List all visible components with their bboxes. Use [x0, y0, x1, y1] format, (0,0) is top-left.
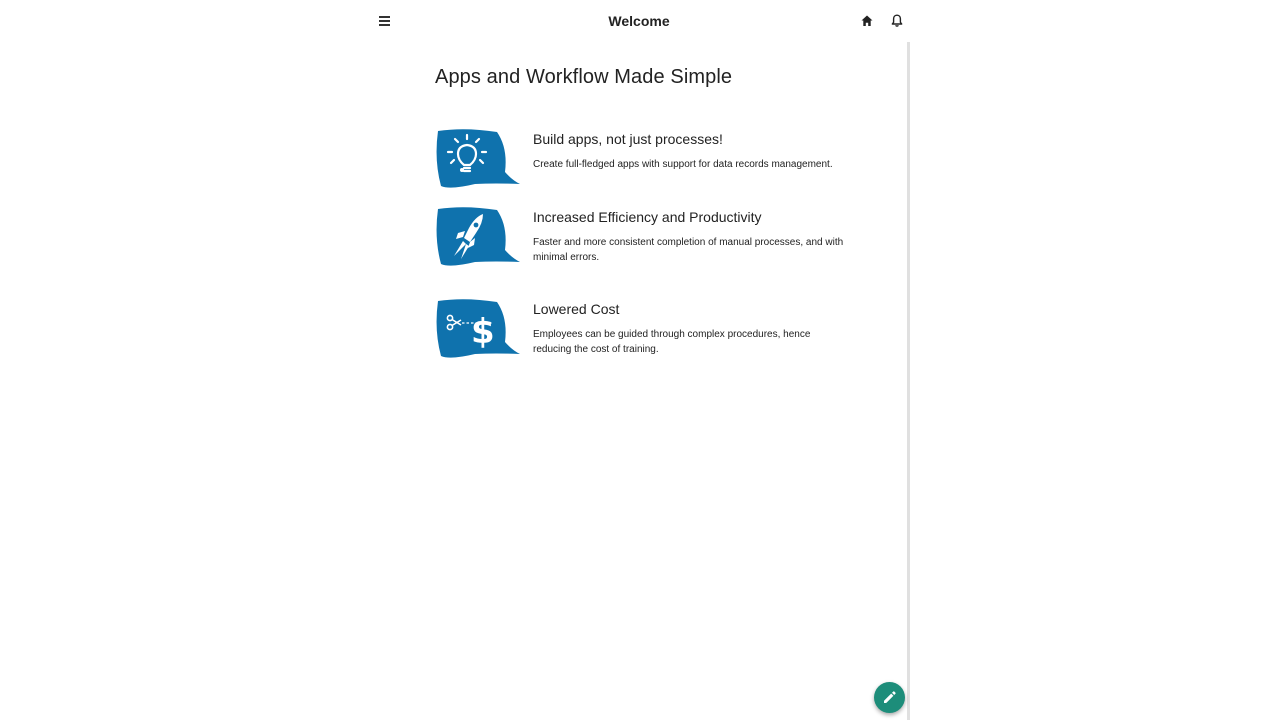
app-container — [366, 0, 912, 720]
feature-description: Faster and more consistent completion of manual processes, and with minimal errors. — [533, 237, 844, 263]
dollar-scissors-icon — [435, 298, 521, 360]
feature-title: Increased Efficiency and Productivity — [533, 209, 762, 225]
main-content — [435, 66, 895, 355]
feature-description: Employees can be guided through complex procedures, hence reducing the cost of training. — [533, 329, 811, 355]
svg-text:$: $ — [471, 312, 495, 352]
pencil-icon — [882, 690, 897, 705]
feature-title: Lowered Cost — [533, 301, 620, 317]
page-title: Welcome — [608, 13, 670, 29]
page-headline: Apps and Workflow Made Simple — [435, 66, 733, 88]
lightbulb-icon — [435, 128, 521, 190]
feature-description: Create full-fledged apps with support for data records management. — [533, 159, 833, 170]
scrollbar[interactable] — [907, 42, 910, 720]
feature-title: Build apps, not just processes! — [533, 131, 723, 147]
top-bar — [366, 0, 912, 42]
bell-icon[interactable] — [888, 12, 906, 30]
edit-fab-button[interactable] — [874, 682, 905, 713]
home-icon[interactable] — [858, 12, 876, 30]
rocket-icon — [435, 206, 521, 268]
